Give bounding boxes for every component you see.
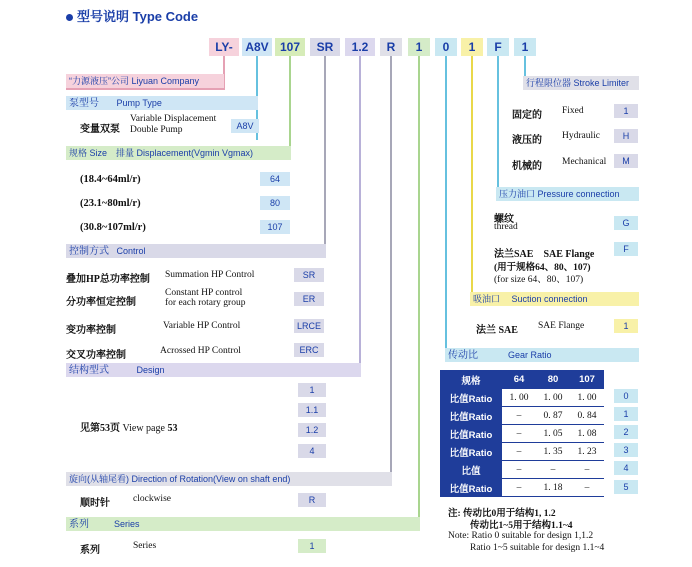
code-gear: 0 (435, 38, 457, 56)
gear-size: 107 (570, 371, 604, 389)
table-row (440, 407, 604, 425)
gear-value: – (516, 446, 522, 457)
code-pump: A8V (242, 38, 272, 56)
stroke-en: Fixed (562, 106, 584, 116)
gear-value: – (516, 410, 522, 421)
code-control: SR (310, 38, 340, 56)
company-header: “力源液压”公司 Liyuan Company (66, 74, 224, 88)
gear-value: – (550, 464, 556, 475)
control-en: Acrossed HP Control (160, 346, 241, 356)
rotation-code: R (298, 493, 326, 507)
control-header: 控制方式 Control (66, 244, 326, 258)
code-suction: 1 (461, 38, 483, 56)
suction-en: SAE Flange (538, 321, 585, 331)
gear-row-label: 比值Ratio (440, 443, 502, 461)
rotation-cn: 顺时针 (80, 498, 110, 509)
control-code: LRCE (294, 319, 324, 333)
gear-size: 64 (502, 371, 536, 389)
gear-value: 1. 00 (509, 392, 529, 403)
design-page-ref: 见第53页 View page 53 (80, 423, 178, 434)
control-cn: 变功率控制 (66, 325, 116, 336)
pressure-note-en: (for size 64、80、107) (494, 275, 584, 285)
control-code: ERC (294, 343, 324, 357)
table-row (440, 371, 604, 389)
gear-value: 1. 18 (543, 482, 563, 493)
stroke-cn: 机械的 (512, 161, 542, 172)
connector-line (324, 56, 326, 254)
series-cn: 系列 (80, 545, 100, 556)
gear-size: 80 (536, 371, 570, 389)
size-code: 64 (260, 172, 290, 186)
series-en: Series (133, 541, 157, 551)
control-cn: 交叉功率控制 (66, 350, 126, 361)
code-pressure: F (487, 38, 509, 56)
gear-code: 1 (614, 407, 638, 421)
gear-value: 1. 08 (577, 428, 597, 439)
code-size: 107 (275, 38, 305, 56)
series-header: 系列 Series (66, 517, 420, 531)
rotation-header: 旋向(从轴尾看) Direction of Rotation(View on shaft end) (66, 472, 392, 486)
size-label: (23.1~80ml/r) (80, 198, 141, 209)
connector-line (66, 88, 225, 90)
control-cn: 分功率恒定控制 (66, 297, 136, 308)
gear-row-label: 比值Ratio (440, 389, 502, 407)
design-code: 1 (298, 383, 326, 397)
control-en: Variable HP Control (163, 321, 241, 331)
gear-value: – (516, 464, 522, 475)
connector-line (471, 56, 473, 306)
control-code: SR (294, 268, 324, 282)
gear-value: 1. 05 (543, 428, 563, 439)
stroke-code: 1 (614, 104, 638, 118)
table-row (440, 389, 604, 407)
gear-row-label: 比值Ratio (440, 407, 502, 425)
pressure-conn-header: 压力油口 Pressure connection (496, 187, 639, 201)
connector-line (418, 56, 420, 530)
gear-value: – (584, 464, 590, 475)
design-header: 结构型式 Design (66, 363, 361, 377)
gear-code: 5 (614, 480, 638, 494)
control-cn: 叠加HP总功率控制 (66, 274, 150, 285)
pump-type-name-en: Variable Displacement (130, 114, 217, 124)
connector-line (390, 56, 392, 486)
table-row (440, 461, 604, 479)
gear-value: 0. 87 (543, 410, 563, 421)
gear-value: 1. 23 (577, 446, 597, 457)
pump-type-header: 泵型号 Pump Type (66, 96, 258, 110)
code-stroke: 1 (514, 38, 536, 56)
stroke-limiter-header: 行程限位器 Stroke Limiter (523, 76, 639, 90)
pressure-thread-en: thread (494, 222, 518, 232)
gear-value: – (516, 428, 522, 439)
connector-line (359, 56, 361, 376)
control-code: ER (294, 292, 324, 306)
design-code: 1.1 (298, 403, 326, 417)
stroke-code: H (614, 129, 638, 143)
gear-code: 0 (614, 389, 638, 403)
note-line: Ratio 1~5 suitable for design 1.1~4 (470, 543, 605, 553)
size-header: 规格 Size 排量 Displacement(Vgmin Vgmax) (66, 146, 291, 160)
gear-code: 4 (614, 461, 638, 475)
design-code: 4 (298, 444, 326, 458)
stroke-code: M (614, 154, 638, 168)
code-series: 1 (408, 38, 430, 56)
suction-conn-header: 吸油口 Suction connection (470, 292, 639, 306)
pressure-flange-label: 法兰SAE SAE Flange (494, 249, 595, 260)
gear-value: 1. 00 (577, 392, 597, 403)
gear-row-label: 比值Ratio (440, 479, 502, 497)
pressure-thread-code: G (614, 216, 638, 230)
code-ly: LY- (209, 38, 239, 56)
bullet-icon (66, 14, 73, 21)
gear-code: 3 (614, 443, 638, 457)
pump-type-name-cn: 变量双泵 (80, 124, 120, 135)
note-line: 注: 传动比0用于结构1, 1.2 (448, 509, 556, 519)
rotation-en: clockwise (133, 494, 171, 504)
suction-cn: 法兰 SAE (476, 325, 518, 336)
gear-ratio-table (440, 370, 604, 497)
stroke-en: Hydraulic (562, 131, 600, 141)
gear-row-label: 比值Ratio (440, 425, 502, 443)
gear-value: 1. 00 (543, 392, 563, 403)
connector-line (497, 56, 499, 196)
control-en-2: for each rotary group (165, 298, 246, 308)
pressure-flange-code: F (614, 242, 638, 256)
gear-col-header: 规格 (440, 371, 502, 389)
table-row (440, 443, 604, 461)
series-code: 1 (298, 539, 326, 553)
pump-type-code: A8V (231, 119, 259, 133)
pump-type-name-en-2: Double Pump (130, 125, 183, 135)
design-code: 1.2 (298, 423, 326, 437)
connector-line (445, 56, 447, 360)
table-row (440, 425, 604, 443)
code-design: 1.2 (345, 38, 375, 56)
page-title: 型号说明 Type Code (66, 6, 198, 25)
gear-code: 2 (614, 425, 638, 439)
stroke-en: Mechanical (562, 157, 607, 167)
stroke-cn: 液压的 (512, 135, 542, 146)
suction-code: 1 (614, 319, 638, 333)
gear-value: – (584, 482, 590, 493)
pressure-thread-cn: 螺纹 (494, 214, 514, 225)
connector-line (289, 56, 291, 160)
size-code: 80 (260, 196, 290, 210)
control-en: Summation HP Control (165, 270, 255, 280)
control-en: Constant HP control (165, 288, 243, 298)
gear-value: 1. 35 (543, 446, 563, 457)
table-row (440, 479, 604, 497)
gear-value: – (516, 482, 522, 493)
note-line: Note: Ratio 0 suitable for design 1,1.2 (448, 531, 594, 541)
gear-ratio-header: 传动比 Gear Ratio (445, 348, 639, 362)
size-label: (30.8~107ml/r) (80, 222, 146, 233)
size-label: (18.4~64ml/r) (80, 174, 141, 185)
gear-value: 0. 84 (577, 410, 597, 421)
code-rotation: R (380, 38, 402, 56)
pressure-note-cn: (用于规格64、80、107) (494, 263, 591, 273)
note-line: 传动比1~5用于结构1.1~4 (470, 521, 573, 531)
gear-row-label: 比值 (440, 461, 502, 479)
stroke-cn: 固定的 (512, 110, 542, 121)
size-code: 107 (260, 220, 290, 234)
